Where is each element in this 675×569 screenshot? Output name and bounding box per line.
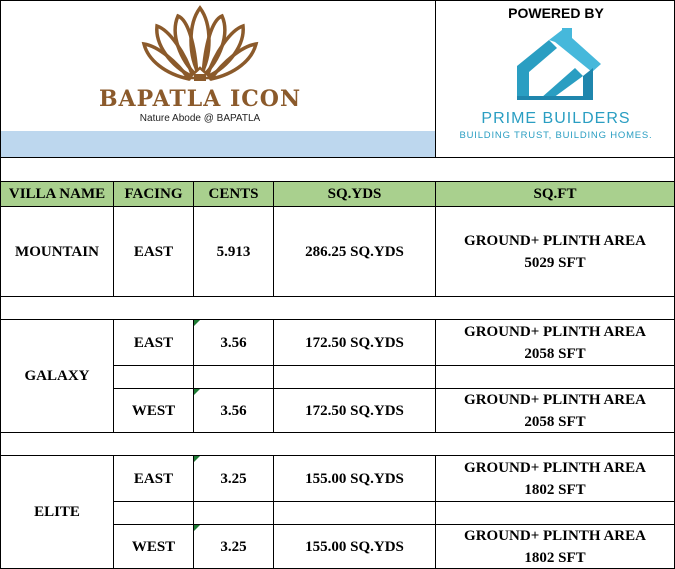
house-logo-icon bbox=[437, 28, 675, 108]
villa-name-galaxy: GALAXY bbox=[24, 368, 90, 384]
sqft-area-label: GROUND+ PLINTH AREA bbox=[464, 323, 646, 340]
villa-name-mountain: MOUNTAIN bbox=[15, 243, 99, 260]
column-header-villa-name: VILLA NAME bbox=[1, 182, 113, 206]
cell-comment-marker bbox=[194, 320, 200, 326]
table-cell-sqft bbox=[436, 207, 674, 296]
grid-line bbox=[273, 181, 274, 297]
table-cell-facing: EAST bbox=[133, 470, 174, 487]
grid-line bbox=[273, 319, 274, 433]
table-cell-cents: 3.25 bbox=[220, 470, 247, 487]
brand-name: BAPATLA ICON bbox=[98, 86, 302, 112]
grid-line bbox=[0, 206, 675, 207]
column-header-sqft: SQ.FT bbox=[436, 182, 674, 206]
table-cell-facing: EAST bbox=[133, 243, 174, 260]
column-header-cents: CENTS bbox=[194, 182, 273, 206]
grid-line bbox=[435, 0, 436, 157]
table-cell-sqyds: 286.25 SQ.YDS bbox=[305, 243, 404, 260]
grid-line bbox=[113, 524, 675, 525]
sqft-area-label: GROUND+ PLINTH AREA bbox=[464, 232, 646, 249]
table-cell-sqyds: 155.00 SQ.YDS bbox=[305, 470, 404, 487]
table-cell-facing: WEST bbox=[131, 402, 176, 419]
table-cell-sqft bbox=[436, 320, 674, 365]
grid-line bbox=[0, 0, 1, 569]
table-cell-sqyds: 172.50 SQ.YDS bbox=[305, 402, 404, 419]
grid-line bbox=[435, 181, 436, 297]
sqft-value: 2058 SFT bbox=[524, 345, 586, 362]
grid-line bbox=[273, 455, 274, 569]
powered-by-label: POWERED BY bbox=[508, 5, 604, 21]
table-cell-sqft bbox=[436, 389, 674, 432]
grid-line bbox=[193, 181, 194, 297]
grid-line bbox=[0, 432, 675, 433]
table-cell-sqft bbox=[436, 525, 674, 568]
table-cell-facing: WEST bbox=[131, 538, 176, 555]
sqft-value: 1802 SFT bbox=[524, 549, 586, 566]
table-cell-cents: 3.56 bbox=[220, 334, 247, 351]
grid-line bbox=[113, 501, 675, 502]
column-header-facing: FACING bbox=[114, 182, 193, 206]
grid-line bbox=[0, 319, 675, 320]
grid-line bbox=[0, 455, 675, 456]
sqft-value: 1802 SFT bbox=[524, 481, 586, 498]
grid-line bbox=[193, 319, 194, 433]
shell-logo-icon bbox=[85, 2, 315, 87]
sqft-area-label: GROUND+ PLINTH AREA bbox=[464, 459, 646, 476]
brand-tagline: Nature Abode @ BAPATLA bbox=[139, 113, 261, 124]
grid-line bbox=[113, 388, 675, 389]
table-cell-cents: 3.25 bbox=[220, 538, 247, 555]
builder-name: PRIME BUILDERS bbox=[481, 110, 631, 127]
bapatla-icon-logo bbox=[85, 2, 315, 127]
cell-comment-marker bbox=[194, 456, 200, 462]
table-cell-sqft bbox=[436, 456, 674, 501]
grid-line bbox=[193, 455, 194, 569]
table-cell-cents: 5.913 bbox=[216, 243, 251, 260]
grid-line bbox=[113, 181, 114, 297]
sqft-value: 5029 SFT bbox=[524, 254, 586, 271]
table-cell-sqyds: 172.50 SQ.YDS bbox=[305, 334, 404, 351]
villa-name-elite: ELITE bbox=[34, 504, 80, 520]
table-cell-facing: EAST bbox=[133, 334, 174, 351]
grid-line bbox=[113, 365, 675, 366]
table-cell-sqyds: 155.00 SQ.YDS bbox=[305, 538, 404, 555]
grid-line bbox=[0, 296, 675, 297]
table-cell-cents: 3.56 bbox=[220, 402, 247, 419]
grid-line bbox=[113, 455, 114, 569]
cell-comment-marker bbox=[194, 525, 200, 531]
prime-builders-logo bbox=[437, 28, 675, 148]
blue-accent-bar bbox=[0, 131, 436, 157]
column-header-sqyds: SQ.YDS bbox=[274, 182, 435, 206]
sqft-area-label: GROUND+ PLINTH AREA bbox=[464, 527, 646, 544]
grid-line bbox=[0, 0, 675, 1]
grid-line bbox=[435, 319, 436, 433]
sqft-value: 2058 SFT bbox=[524, 413, 586, 430]
grid-line bbox=[0, 157, 675, 158]
sqft-area-label: GROUND+ PLINTH AREA bbox=[464, 391, 646, 408]
cell-comment-marker bbox=[194, 389, 200, 395]
builder-tagline: BUILDING TRUST, BUILDING HOMES. bbox=[459, 130, 653, 141]
grid-line bbox=[113, 319, 114, 433]
grid-line bbox=[0, 181, 675, 182]
grid-line bbox=[435, 455, 436, 569]
